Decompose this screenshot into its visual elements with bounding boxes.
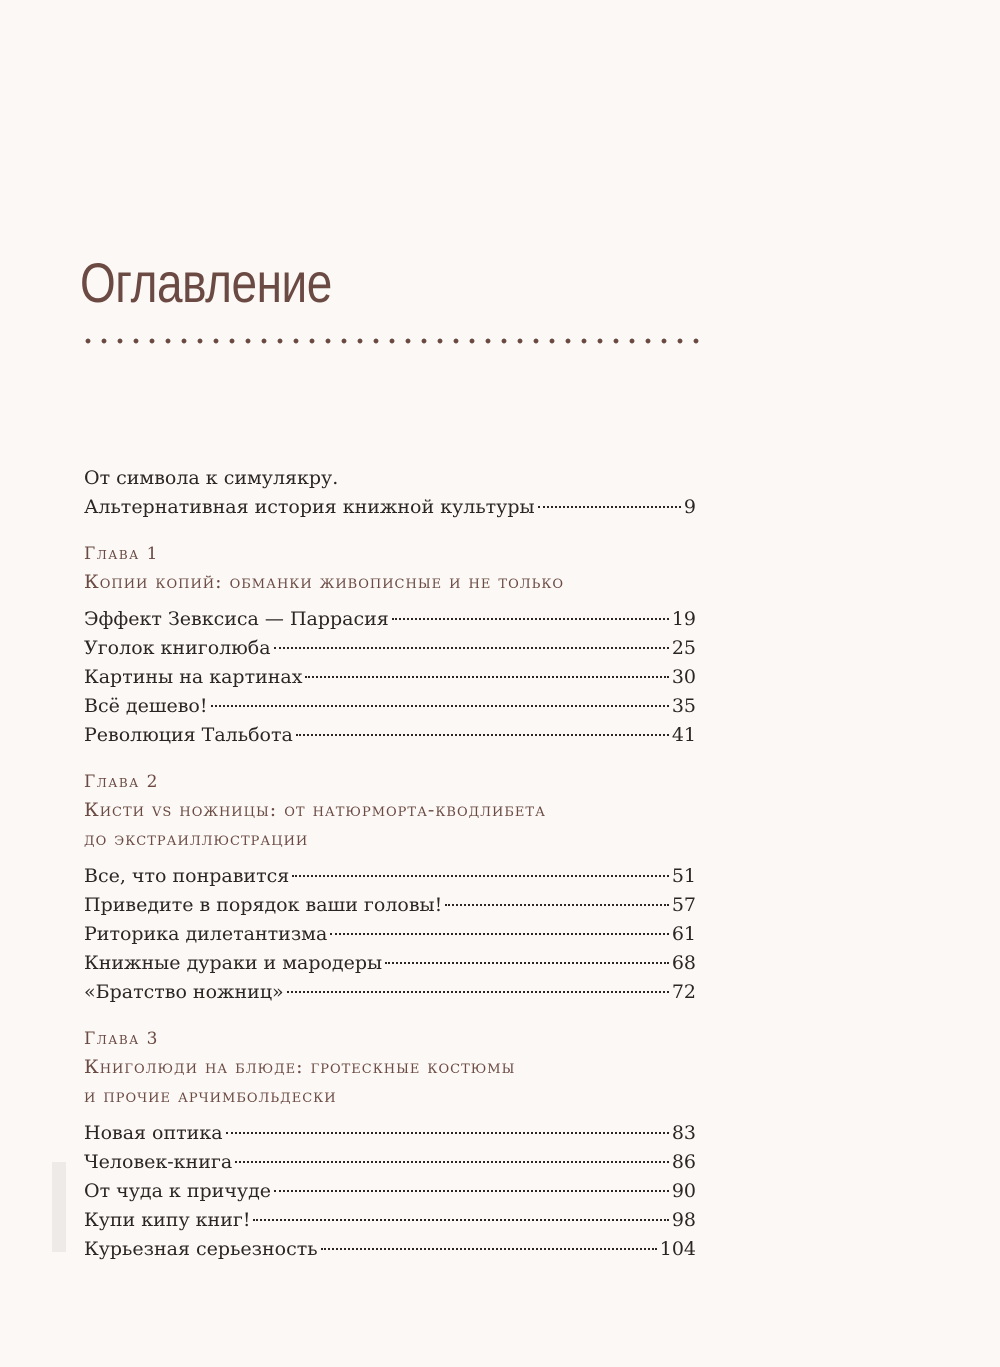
- entry-label: Человек-книга: [84, 1151, 233, 1173]
- entry-label: Все, что понравится: [84, 865, 290, 887]
- toc-entry[interactable]: [84, 605, 696, 634]
- entry-label: Всё дешево!: [84, 695, 208, 717]
- toc-entry[interactable]: [84, 1148, 696, 1177]
- entry-page-number: 86: [671, 1151, 696, 1173]
- entry-label: Эффект Зевксиса — Паррасия: [84, 608, 389, 630]
- dot-leader: [274, 647, 669, 649]
- entry-page-number: 25: [671, 637, 696, 659]
- chapter-2-title-line-2: до экстраиллюстрации: [84, 828, 309, 850]
- toc-entry[interactable]: [84, 1119, 696, 1148]
- dot-leader: [321, 1248, 657, 1250]
- dot-leader: [305, 676, 668, 678]
- entry-page-number: 30: [671, 666, 696, 688]
- entry-label: Уголок книголюба: [84, 637, 271, 659]
- page-edge-shadow: [52, 1162, 66, 1252]
- chapter-2-title-line-1: Кисти vs ножницы: от натюрморта-кводлибета: [84, 799, 546, 821]
- entry-label: Курьезная серьезность: [84, 1238, 318, 1260]
- entry-page-number: 41: [671, 724, 696, 746]
- dot-leader: [296, 734, 669, 736]
- toc-entry[interactable]: [84, 862, 696, 891]
- entry-label: Новая оптика: [84, 1122, 223, 1144]
- entry-page-number: 83: [671, 1122, 696, 1144]
- entry-label: Приведите в порядок ваши головы!: [84, 894, 443, 916]
- dot-leader: [253, 1219, 668, 1221]
- entry-page-number: 9: [683, 496, 696, 518]
- entry-label: Риторика дилетантизма: [84, 923, 328, 945]
- chapter-3-head: Глава 3: [84, 1029, 159, 1049]
- toc-entry[interactable]: [84, 949, 696, 978]
- dot-leader: [226, 1132, 669, 1134]
- toc-entry[interactable]: [84, 721, 696, 750]
- entry-page-number: 57: [671, 894, 696, 916]
- toc-entry[interactable]: [84, 1235, 696, 1264]
- title-dotted-divider: [80, 337, 702, 345]
- entry-label: Книжные дураки и мародеры: [84, 952, 383, 974]
- entry-page-number: 104: [659, 1238, 696, 1260]
- dot-leader: [445, 904, 669, 906]
- entry-label: Купи кипу книг!: [84, 1209, 251, 1231]
- dot-leader: [330, 933, 669, 935]
- entry-page-number: 72: [671, 981, 696, 1003]
- dot-leader: [211, 705, 669, 707]
- intro-entry[interactable]: [84, 493, 696, 522]
- table-of-contents: [84, 464, 696, 1270]
- dot-leader: [538, 506, 681, 508]
- entry-page-number: 19: [671, 608, 696, 630]
- dot-leader: [274, 1190, 669, 1192]
- chapter-1-head: Глава 1: [84, 544, 159, 564]
- entry-page-number: 68: [671, 952, 696, 974]
- toc-entry[interactable]: [84, 692, 696, 721]
- chapter-2-section: [84, 768, 696, 1007]
- entry-label: От чуда к причуде: [84, 1180, 272, 1202]
- chapter-3-title-line-1: Книголюди на блюде: гротескные костюмы: [84, 1056, 516, 1078]
- dot-leader: [287, 991, 669, 993]
- chapter-1-title: Копии копий: обманки живописные и не только: [84, 571, 565, 593]
- chapter-1-section: [84, 540, 696, 750]
- entry-label: Картины на картинах: [84, 666, 303, 688]
- toc-entry[interactable]: [84, 920, 696, 949]
- dot-leader: [235, 1161, 669, 1163]
- toc-entry[interactable]: [84, 978, 696, 1007]
- entry-label: Альтернативная история книжной культуры: [84, 496, 535, 518]
- entry-label: Революция Тальбота: [84, 724, 293, 746]
- chapter-2-head: Глава 2: [84, 772, 159, 792]
- toc-entry[interactable]: [84, 891, 696, 920]
- intro-section: [84, 464, 696, 522]
- toc-entry[interactable]: [84, 1177, 696, 1206]
- entry-page-number: 61: [671, 923, 696, 945]
- intro-line-1: От символа к симулякру.: [84, 467, 339, 489]
- page-title: Оглавление: [80, 251, 332, 314]
- toc-entry[interactable]: [84, 663, 696, 692]
- chapter-3-title-line-2: и прочие арчимбольдески: [84, 1085, 337, 1107]
- entry-page-number: 98: [671, 1209, 696, 1231]
- toc-entry[interactable]: [84, 1206, 696, 1235]
- toc-entry[interactable]: [84, 634, 696, 663]
- entry-label: «Братство ножниц»: [84, 981, 284, 1003]
- entry-page-number: 90: [671, 1180, 696, 1202]
- chapter-3-section: [84, 1025, 696, 1264]
- dot-leader: [392, 618, 669, 620]
- dot-leader: [385, 962, 669, 964]
- entry-page-number: 51: [671, 865, 696, 887]
- entry-page-number: 35: [671, 695, 696, 717]
- dot-leader: [292, 875, 669, 877]
